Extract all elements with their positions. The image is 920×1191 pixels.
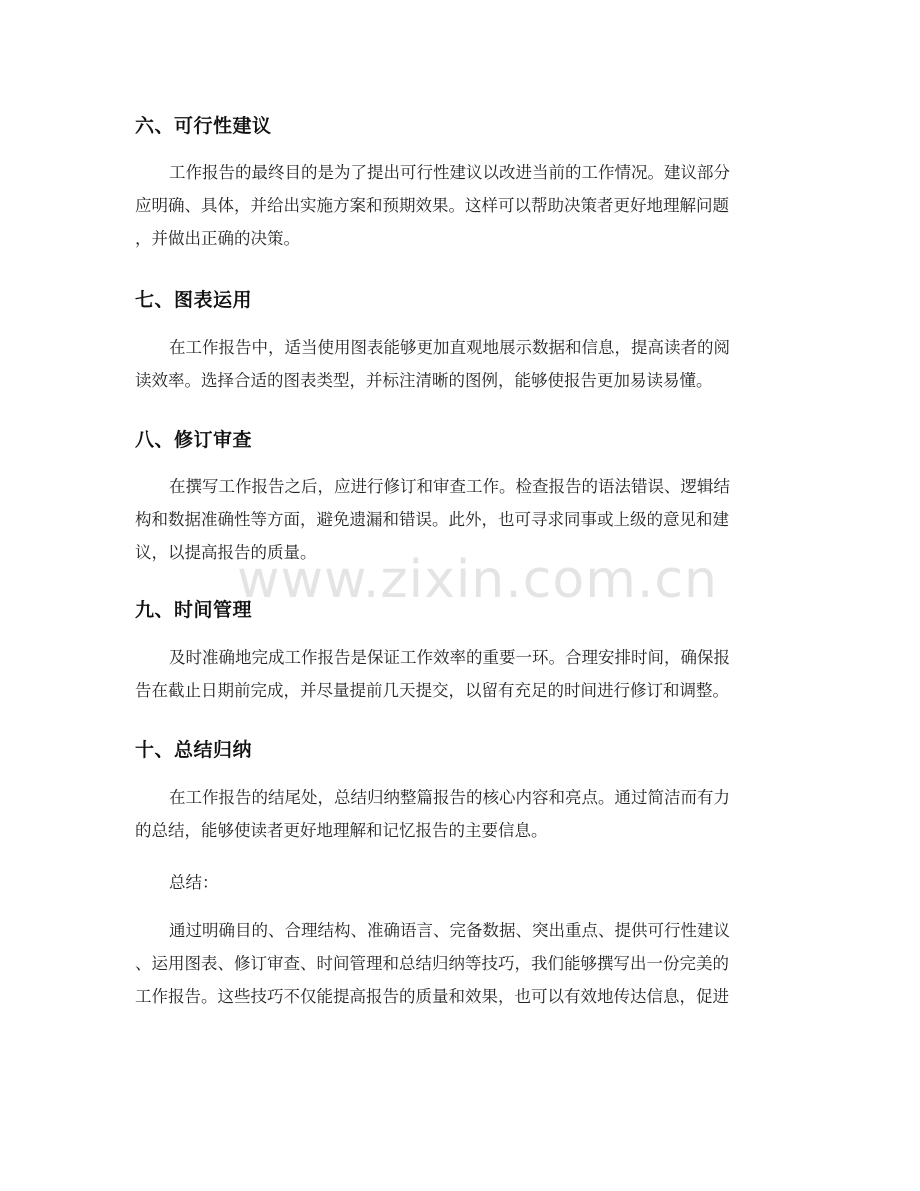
- paragraph-line: 在撰写工作报告之后，应进行修订和审查工作。检查报告的语法错误、逻辑结: [169, 477, 730, 496]
- section-heading-10: 十、总结归纳: [135, 739, 253, 761]
- summary-paragraph: [135, 914, 795, 1013]
- section-heading-9: 九、时间管理: [135, 599, 253, 621]
- paragraph-line: 的总结，能够使读者更好地理解和记忆报告的主要信息。: [135, 821, 548, 840]
- paragraph-line: 议，以提高报告的质量。: [135, 543, 317, 562]
- paragraph-line: 工作报告。这些技巧不仅能提高报告的质量和效果，也可以有效地传达信息，促进: [135, 987, 729, 1006]
- paragraph-line: 构和数据准确性等方面，避免遗漏和错误。此外，也可寻求同事或上级的意见和建: [135, 510, 729, 529]
- section-paragraph-10: [135, 781, 795, 847]
- paragraph-line: 通过明确目的、合理结构、准确语言、完备数据、突出重点、提供可行性建议: [169, 921, 730, 940]
- section-paragraph-6: [135, 156, 795, 255]
- paragraph-line: 读效率。选择合适的图表类型，并标注清晰的图例，能够使报告更加易读易懂。: [135, 371, 713, 390]
- watermark: www.zixin.com.cn: [237, 550, 718, 610]
- paragraph-line: 在工作报告中，适当使用图表能够更加直观地展示数据和信息，提高读者的阅: [169, 338, 730, 357]
- section-heading-6: 六、可行性建议: [135, 115, 272, 137]
- section-heading-7: 七、图表运用: [135, 289, 253, 311]
- paragraph-line: ，并做出正确的决策。: [135, 229, 300, 248]
- paragraph-line: 告在截止日期前完成，并尽量提前几天提交，以留有充足的时间进行修订和调整。: [135, 681, 729, 700]
- paragraph-line: 、运用图表、修订审查、时间管理和总结归纳等技巧，我们能够撰写出一份完美的: [135, 954, 729, 973]
- summary-label: 总结：: [169, 873, 219, 892]
- paragraph-line: 在工作报告的结尾处，总结归纳整篇报告的核心内容和亮点。通过简洁而有力: [169, 788, 730, 807]
- paragraph-line: 应明确、具体，并给出实施方案和预期效果。这样可以帮助决策者更好地理解问题: [135, 196, 729, 215]
- paragraph-line: 及时准确地完成工作报告是保证工作效率的重要一环。合理安排时间，确保报: [169, 648, 730, 667]
- section-paragraph-7: [135, 331, 795, 397]
- section-paragraph-8: [135, 470, 795, 569]
- section-heading-8: 八、修订审查: [135, 429, 253, 451]
- paragraph-line: 工作报告的最终目的是为了提出可行性建议以改进当前的工作情况。建议部分: [169, 163, 730, 182]
- summary-label-block: [135, 866, 795, 899]
- section-paragraph-9: [135, 641, 795, 707]
